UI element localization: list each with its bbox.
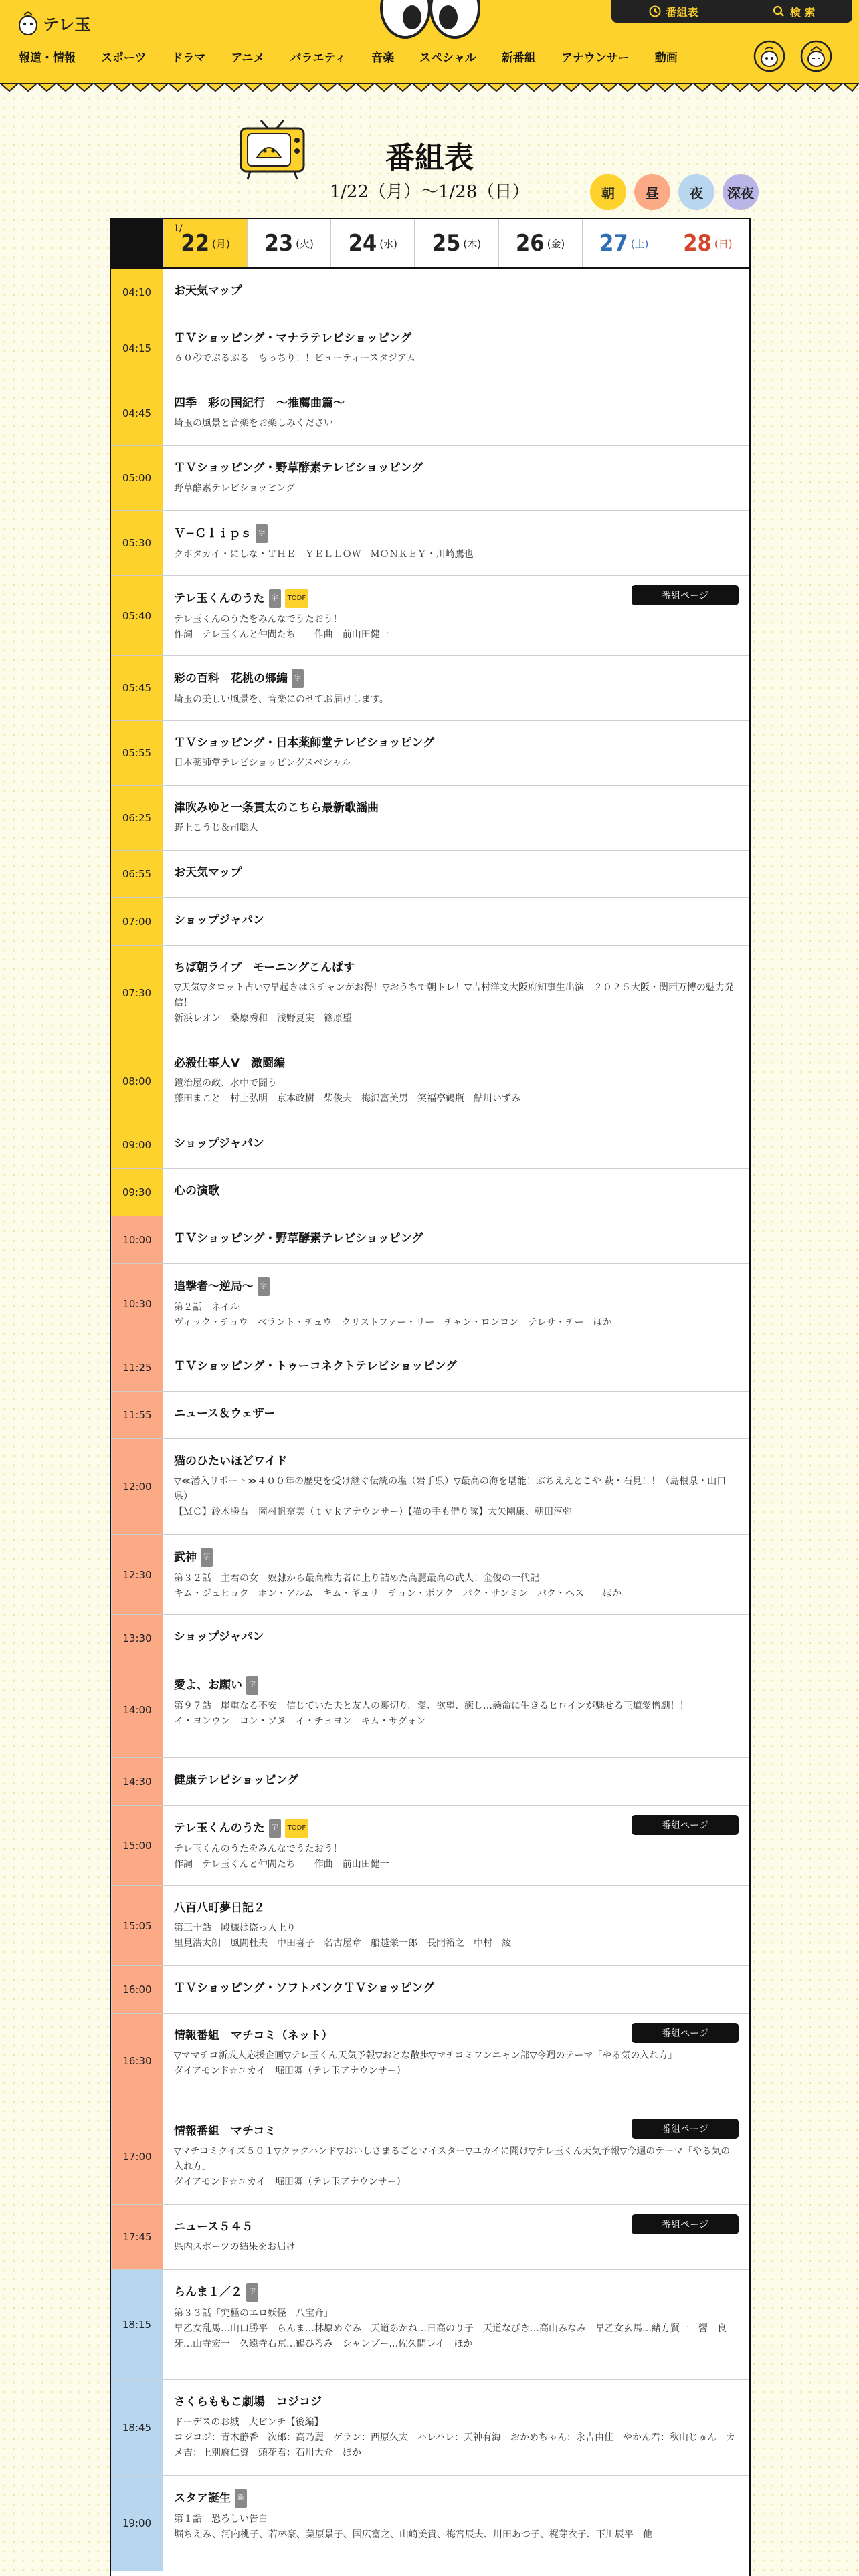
program-row[interactable] (111, 656, 749, 721)
program-title[interactable]: Ｖ−Ｃｌｉｐｓ (174, 527, 252, 540)
program-row[interactable] (111, 1216, 749, 1264)
program-description (174, 481, 739, 496)
program-description-line: 藤田まこと 村上弘明 京本政樹 柴俊夫 梅沢富美男 笑福亭鶴瓶 鮎川いずみ (174, 1093, 520, 1104)
program-title-row (174, 1628, 739, 1646)
day-tabs (111, 219, 749, 269)
time-filter-morning[interactable]: 朝 (590, 174, 626, 210)
program-body (163, 2270, 749, 2379)
program-title-row (174, 1979, 739, 1997)
program-description-line: テレ玉くんのうたをみんなでうたおう！ (174, 1844, 343, 1854)
program-description-line: ▽マチコミクイズ５０１▽クックハンド▽おいしさまるごとマイスター▽ユカイに聞け▽テレ玉くん天気予報▽今週のテーマ「やる気の入れ方」 (174, 2146, 731, 2172)
program-body (163, 576, 749, 655)
program-row[interactable] (111, 381, 749, 446)
nav-new-programs[interactable]: 新番組 (501, 51, 536, 65)
program-page-button[interactable]: 番組ページ (632, 585, 739, 605)
program-description-line: ▽ママチコ新成人応援企画▽テレ玉くん天気予報▽おとな散歩▽マチコミワンニャン部▽今週のテーマ「やる気の入れ方」 (174, 2050, 678, 2061)
program-row[interactable] (111, 1758, 749, 1806)
program-time: 05:30 (111, 511, 163, 575)
day-tab-date: 24 (348, 230, 377, 257)
program-row[interactable] (111, 851, 749, 898)
program-tag-badge: 字 (269, 589, 281, 608)
program-body (163, 511, 749, 575)
program-description-line: クボタカイ・にしな・ＴＨＥ ＹＥＬＬＯＷ ＭＯＮＫＥＹ・川崎鷹也 (174, 549, 474, 560)
program-time: 05:45 (111, 656, 163, 720)
program-title-row (174, 1676, 739, 1695)
program-description-line: ダイアモンド☆ユカイ 堀田舞（テレ玉アナウンサー） (174, 2066, 406, 2076)
program-row[interactable] (111, 2270, 749, 2380)
program-body (163, 1886, 749, 1965)
program-tag-badge: 字 (258, 1277, 270, 1296)
program-title[interactable]: 心の演歌 (174, 1184, 219, 1198)
day-tab-23[interactable] (247, 219, 330, 267)
program-description-line: 第９７話 崖重なる不安 信じていた夫と友人の裏切り。愛、欲望、癒し…懸命に生きるヒロインが魅せる王道愛憎劇！！ (174, 1701, 689, 1711)
program-row[interactable] (111, 786, 749, 851)
program-page-button[interactable]: 番組ページ (632, 2214, 739, 2234)
program-description-line: 堀ちえみ、河内桃子、若林豪、葉原景子、国広富之、山崎美貴、梅宮辰夫、川田あつ子、梶芽衣子、下川辰平 他 (174, 2529, 652, 2540)
nav-variety[interactable]: バラエティ (290, 51, 347, 65)
program-title[interactable]: テレ玉くんのうた (174, 592, 265, 605)
program-description-line: 鎧治屋の政、水中で闘う (174, 1078, 277, 1089)
program-title-row (174, 734, 739, 752)
program-description-line: ドーデスのお城 大ピンチ【後編】 (174, 2417, 324, 2428)
program-description-line: テレ玉くんのうたをみんなでうたおう！ (174, 614, 343, 625)
program-description (174, 821, 739, 836)
day-tab-weekday: (土) (630, 237, 649, 250)
program-list (111, 269, 749, 2571)
program-description (174, 612, 739, 643)
program-title-row (174, 282, 739, 300)
program-body (163, 1966, 749, 2013)
program-description-line: 県内スポーツの結果をお届け (174, 2242, 296, 2252)
program-time: 13:30 (111, 1615, 163, 1662)
program-body (163, 2205, 749, 2269)
program-time: 05:00 (111, 446, 163, 510)
program-title-row (174, 1548, 739, 1567)
schedule-link-label: 番組表 (666, 5, 698, 19)
program-body (163, 1662, 749, 1757)
date-range: 1/22（月）〜1/28（日） (329, 182, 530, 202)
program-description-line: 野上こうじ＆司聡人 (174, 823, 258, 833)
day-tab-weekday: (月) (212, 237, 230, 250)
program-description (174, 1571, 739, 1602)
program-description-line: 第２話 ネイル (174, 1302, 240, 1313)
program-time: 15:00 (111, 1806, 163, 1885)
program-title-row (174, 1277, 739, 1296)
clock-icon (649, 5, 661, 17)
program-description-line: 里見浩太朗 風間杜夫 中田喜子 名古屋章 船越栄一郎 長門裕之 中村 綾 (174, 1938, 511, 1949)
program-row[interactable] (111, 2014, 749, 2109)
program-time: 04:10 (111, 269, 163, 316)
program-description-line: 早乙女乱馬…山口勝平 らんま…林原めぐみ 天道あかね…日高のり子 天道なびき…高山みなみ 早乙女玄馬…緒方賢一 響 良牙…山寺宏一 久遠寺右京…鶴ひろみ シャンプー…佐久間レイ ほか (174, 2323, 727, 2349)
program-title-row (174, 799, 739, 817)
program-time: 09:30 (111, 1169, 163, 1216)
program-row[interactable] (111, 576, 749, 656)
search-icon (773, 5, 785, 17)
program-row[interactable] (111, 898, 749, 946)
program-title-row (174, 669, 739, 688)
program-description-line: 【ＭＣ】鈴木勝吾 岡村帆奈美（ｔｖｋアナウンサー）【猫の手も借り隊】大矢剛康、朝田淳弥 (174, 1507, 572, 1517)
program-title-row (174, 864, 739, 881)
program-description (174, 692, 739, 708)
program-body (163, 1392, 749, 1438)
program-description (174, 416, 739, 431)
program-description (174, 351, 739, 366)
nav-music[interactable]: 音楽 (371, 51, 395, 65)
program-page-button[interactable]: 番組ページ (632, 1815, 739, 1835)
program-title[interactable]: ちば朝ライブ モーニングこんぱす (174, 961, 355, 974)
program-description (174, 980, 739, 1027)
program-title-row (174, 395, 739, 412)
program-row[interactable] (111, 1535, 749, 1615)
program-body (163, 851, 749, 897)
program-schedule (110, 218, 751, 2576)
day-tab-26[interactable] (498, 219, 582, 267)
program-body (163, 381, 749, 445)
nav-sports[interactable]: スポーツ (101, 51, 147, 65)
program-description-line: 作詞 テレ玉くんと仲間たち 作曲 前山田健一 (174, 1859, 389, 1870)
program-title[interactable]: ショップジャパン (174, 914, 264, 927)
program-body (163, 1216, 749, 1263)
program-time: 12:00 (111, 1439, 163, 1534)
program-time: 18:15 (111, 2270, 163, 2379)
nav-drama[interactable]: ドラマ (171, 51, 206, 65)
program-description-line: 第三十話 殿様は盗っ人上り (174, 1923, 296, 1933)
program-title[interactable]: 愛よ、お願い (174, 1679, 242, 1692)
site-header (0, 0, 859, 83)
program-row[interactable] (111, 1615, 749, 1662)
program-row[interactable] (111, 1041, 749, 1121)
program-title-row (174, 330, 739, 347)
site-logo[interactable] (17, 9, 91, 36)
program-description-line: 第３３話「究極のエロ妖怪 八宝斉」 (174, 2308, 333, 2319)
program-time: 11:55 (111, 1392, 163, 1438)
program-row[interactable] (111, 946, 749, 1041)
program-description-line: 野草酵素テレビショッピング (174, 483, 296, 494)
program-title[interactable]: 情報番組 マチコミ（ネット） (174, 2029, 333, 2042)
program-title[interactable]: 津吹みゆと一条貫太のこちら最新歌謡曲 (174, 801, 379, 815)
program-body (163, 2380, 749, 2475)
program-row[interactable] (111, 316, 749, 381)
program-description (174, 547, 739, 562)
program-body (163, 1758, 749, 1805)
program-body (163, 656, 749, 720)
program-title[interactable]: ＴＶショッピング・野草酵素テレビショッピング (174, 461, 423, 475)
program-row[interactable] (111, 1439, 749, 1535)
program-time: 17:00 (111, 2109, 163, 2204)
day-tab-22[interactable] (163, 219, 247, 267)
program-description (174, 2415, 739, 2461)
program-description (174, 1921, 739, 1951)
program-body (163, 946, 749, 1041)
mascot-eyes-icon (379, 0, 482, 40)
program-title[interactable]: 武神 (174, 1551, 197, 1564)
program-row[interactable] (111, 2380, 749, 2476)
program-title[interactable]: ＴＶショッピング・トゥーコネクトテレビショッピング (174, 1360, 457, 1373)
time-filter-night[interactable]: 夜 (678, 174, 714, 210)
program-time: 16:00 (111, 1966, 163, 2013)
nav-icon-group (753, 40, 832, 72)
page-title: 番組表 (385, 141, 474, 175)
program-title[interactable]: ショップジャパン (174, 1630, 264, 1644)
program-title[interactable]: ＴＶショッピング・ソフトバンクＴＶショッピング (174, 1981, 434, 1995)
program-todf-badge: TODF (285, 1819, 308, 1838)
program-title-row (174, 1453, 739, 1470)
program-description-line: キム・ジュヒョク ホン・アルム キム・ギュリ チョン・ボソク パク・サンミン パク・ヘス ほか (174, 1588, 622, 1599)
program-title-row (174, 2393, 739, 2411)
program-time: 04:45 (111, 381, 163, 445)
logo-text: テレ玉 (43, 15, 91, 34)
program-description (174, 2048, 739, 2079)
program-time: 11:25 (111, 1344, 163, 1391)
program-description (174, 756, 739, 771)
program-time: 09:00 (111, 1121, 163, 1168)
program-row[interactable] (111, 1886, 749, 1966)
program-title[interactable]: 四季 彩の国紀行 〜推薦曲篇〜 (174, 397, 345, 410)
program-row[interactable] (111, 1806, 749, 1886)
program-description (174, 2144, 739, 2190)
program-description-line: イ・ヨンウン コン・ソヌ イ・チェヨン キム・サグォン (174, 1716, 426, 1727)
program-body (163, 1439, 749, 1534)
day-tab-date: 26 (515, 230, 545, 257)
program-body (163, 2476, 749, 2571)
program-row[interactable] (111, 1169, 749, 1216)
program-title[interactable]: ニュース５４５ (174, 2220, 254, 2234)
program-row[interactable] (111, 2476, 749, 2571)
program-title-row (174, 2489, 739, 2508)
program-title-row (174, 1405, 739, 1422)
program-time: 14:30 (111, 1758, 163, 1805)
program-description-line: ダイアモンド☆ユカイ 堀田舞（テレ玉アナウンサー） (174, 2177, 406, 2187)
program-time: 06:25 (111, 786, 163, 850)
program-body (163, 1041, 749, 1121)
nav-news[interactable]: 報道・情報 (19, 51, 76, 65)
program-title[interactable]: テレ玉くんのうた (174, 1822, 265, 1835)
program-time: 07:30 (111, 946, 163, 1041)
program-page-button[interactable]: 番組ページ (632, 2023, 739, 2043)
main-nav (19, 48, 703, 65)
program-time: 17:45 (111, 2205, 163, 2269)
program-body (163, 2109, 749, 2204)
program-row[interactable] (111, 721, 749, 786)
program-title-row (174, 1055, 739, 1072)
program-todf-badge: TODF (285, 589, 308, 608)
program-body (163, 1121, 749, 1168)
program-body (163, 1806, 749, 1885)
program-title[interactable]: スタア誕生 (174, 2492, 231, 2505)
program-row[interactable] (111, 2109, 749, 2205)
program-time: 08:00 (111, 1041, 163, 1121)
time-filter-late-night[interactable]: 深夜 (723, 174, 759, 210)
program-description-line: 作詞 テレ玉くんと仲間たち 作曲 前山田健一 (174, 629, 389, 640)
program-description (174, 1076, 739, 1107)
program-description-line: ヴィック・チョウ ベラント・チュウ クリストファー・リー チャン・ロンロン テレサ・チー ほか (174, 1317, 612, 1328)
program-row[interactable] (111, 1662, 749, 1758)
program-description-line: ▽天気▽タロット占い▽早起きは３チャンがお得！▽おうちで朝トレ！▽吉村洋文大阪府知事生出演 ２０２５大阪・関西万博の魅力発信！ (174, 982, 734, 1008)
program-title[interactable]: 健康テレビショッピング (174, 1774, 298, 1787)
day-tab-date: 23 (264, 230, 294, 257)
program-tag-badge: 字 (256, 524, 268, 543)
program-title[interactable]: 情報番組 マチコミ (174, 2125, 276, 2138)
program-body (163, 1615, 749, 1662)
program-time: 10:00 (111, 1216, 163, 1263)
program-tag-badge: 字 (246, 1676, 258, 1695)
day-tab-date: 27 (599, 230, 628, 257)
program-time: 05:40 (111, 576, 163, 655)
program-description (174, 2240, 739, 2255)
program-description-line: ▽≪潜入リポート≫４００年の歴史を受け継ぐ伝統の塩（岩手県）▽最高の海を堪能！ぶちええとこや 萩・石見！！（島根県・山口県） (174, 1476, 727, 1502)
program-body (163, 721, 749, 785)
program-tag-badge: 新 (235, 2489, 247, 2508)
program-row[interactable] (111, 1264, 749, 1344)
nav-special[interactable]: スペシャル (419, 51, 476, 65)
program-tag-badge: 字 (201, 1548, 213, 1567)
program-body (163, 1344, 749, 1391)
mascot-logo-icon (17, 9, 39, 36)
program-description (174, 1474, 739, 1520)
day-tab-24[interactable] (330, 219, 414, 267)
program-tag-badge: 字 (269, 1819, 281, 1838)
program-body (163, 446, 749, 510)
program-time: 07:00 (111, 898, 163, 945)
program-title-row (174, 1358, 739, 1375)
program-row[interactable] (111, 511, 749, 576)
program-description-line: 日本薬師堂テレビショッピングスペシャル (174, 758, 351, 768)
program-time: 18:45 (111, 2380, 163, 2475)
program-time: 15:05 (111, 1886, 163, 1965)
program-description-line: 埼玉の美しい風景を、音楽にのせてお届けします。 (174, 694, 389, 705)
program-row[interactable] (111, 2205, 749, 2270)
program-title-row (174, 1230, 739, 1247)
program-title[interactable]: お天気マップ (174, 284, 242, 298)
program-body (163, 786, 749, 850)
program-body (163, 1535, 749, 1614)
search-link[interactable] (773, 4, 816, 19)
mascot-alt-icon[interactable] (800, 40, 832, 72)
day-tab-28[interactable] (666, 219, 749, 267)
program-row[interactable] (111, 1966, 749, 2014)
program-title-row (174, 2283, 739, 2302)
program-row[interactable] (111, 269, 749, 316)
program-body (163, 1264, 749, 1344)
time-filter-noon[interactable]: 昼 (634, 174, 670, 210)
program-title[interactable]: らんま１／２ (174, 2286, 242, 2299)
program-title[interactable]: ショップジャパン (174, 1137, 264, 1150)
mascot-face-icon[interactable] (753, 40, 785, 72)
schedule-link[interactable] (649, 4, 698, 19)
day-tab-25[interactable] (414, 219, 498, 267)
program-description (174, 1842, 739, 1872)
program-description-line: コジコジ：青木静香 次郎：高乃麗 ゲラン：西原久太 ハレハレ：天神有海 おかめちゃん：永吉由佳 やかん君：秋山じゅん カメ吉：上別府仁資 頭花君：石川大介 ほか (174, 2432, 736, 2458)
program-description (174, 1699, 739, 1729)
program-title-row (174, 1772, 739, 1789)
program-title-row (174, 1182, 739, 1200)
program-title[interactable]: お天気マップ (174, 866, 242, 879)
program-title[interactable]: ＴＶショッピング・野草酵素テレビショッピング (174, 1232, 423, 1245)
program-row[interactable] (111, 1344, 749, 1392)
program-time: 05:55 (111, 721, 163, 785)
program-description (174, 2512, 739, 2543)
program-body (163, 269, 749, 316)
program-body (163, 1169, 749, 1216)
program-row[interactable] (111, 1121, 749, 1169)
program-description (174, 2306, 739, 2352)
day-tab-date: 25 (432, 230, 461, 257)
program-title[interactable]: 追撃者〜逆局〜 (174, 1280, 254, 1293)
program-body (163, 316, 749, 381)
program-title-row (174, 1899, 739, 1917)
search-link-label: 検 索 (789, 5, 816, 19)
program-title-row (174, 911, 739, 929)
program-title-row (174, 1135, 739, 1152)
nav-anime[interactable]: アニメ (231, 51, 265, 65)
program-title-row (174, 459, 739, 477)
program-time: 04:15 (111, 316, 163, 381)
day-tab-date: 22 (181, 230, 209, 257)
program-body (163, 898, 749, 945)
day-tab-weekday: (木) (463, 237, 482, 250)
day-tabs-corner (111, 219, 163, 267)
day-tab-weekday: (火) (296, 237, 314, 250)
program-tag-badge: 字 (246, 2283, 258, 2302)
program-description-line: 第１話 恐ろしい告白 (174, 2514, 268, 2525)
program-description-line: ６０秒でぷるぷる もっちり！！ビューティースタジアム (174, 353, 416, 364)
program-time: 14:00 (111, 1662, 163, 1757)
program-title[interactable]: ＴＶショッピング・日本薬師堂テレビショッピング (174, 736, 435, 750)
program-description-line: 第３２話 主君の女 奴隷から最高権力者に上り詰めた高麗最高の武人！金俊の一代記 (174, 1573, 539, 1584)
top-utility-bar (611, 0, 852, 23)
day-tab-month: 1/ (173, 223, 183, 234)
program-description-line: 新浜レオン 桑原秀和 浅野夏実 篠原望 (174, 1013, 352, 1024)
day-tab-27[interactable] (582, 219, 666, 267)
program-title[interactable]: 彩の百科 花桃の郷編 (174, 672, 288, 685)
program-title[interactable]: さくらももこ劇場 コジコジ (174, 2395, 322, 2409)
program-title-row (174, 524, 739, 543)
nav-announcer[interactable]: アナウンサー (561, 51, 630, 65)
program-page-button[interactable]: 番組ページ (632, 2119, 739, 2139)
program-title[interactable]: ニュース＆ウェザー (174, 1407, 276, 1420)
program-time: 10:30 (111, 1264, 163, 1344)
program-description-line: 埼玉の風景と音楽をお楽しみください (174, 418, 333, 429)
day-tab-date: 28 (683, 230, 712, 257)
program-tag-badge: 字 (292, 669, 304, 688)
program-title-row (174, 959, 739, 976)
program-time: 06:55 (111, 851, 163, 897)
program-description (174, 1300, 739, 1331)
time-filter-group (590, 174, 759, 210)
program-title[interactable]: 必殺仕事人Ⅴ 激闘編 (174, 1057, 286, 1070)
day-tab-weekday: (日) (714, 237, 733, 250)
program-body (163, 2014, 749, 2109)
program-title[interactable]: 猫のひたいほどワイド (174, 1455, 288, 1468)
nav-video[interactable]: 動画 (654, 51, 678, 65)
day-tab-weekday: (水) (379, 237, 397, 250)
header-zigzag-divider (0, 83, 859, 98)
program-time: 19:00 (111, 2476, 163, 2571)
program-row[interactable] (111, 1392, 749, 1439)
program-time: 12:30 (111, 1535, 163, 1614)
program-title[interactable]: ＴＶショッピング・マナラテレビショッピング (174, 332, 412, 345)
program-title[interactable]: 八百八町夢日記２ (174, 1901, 265, 1915)
program-time: 16:30 (111, 2014, 163, 2109)
day-tab-weekday: (金) (547, 237, 565, 250)
program-row[interactable] (111, 446, 749, 511)
